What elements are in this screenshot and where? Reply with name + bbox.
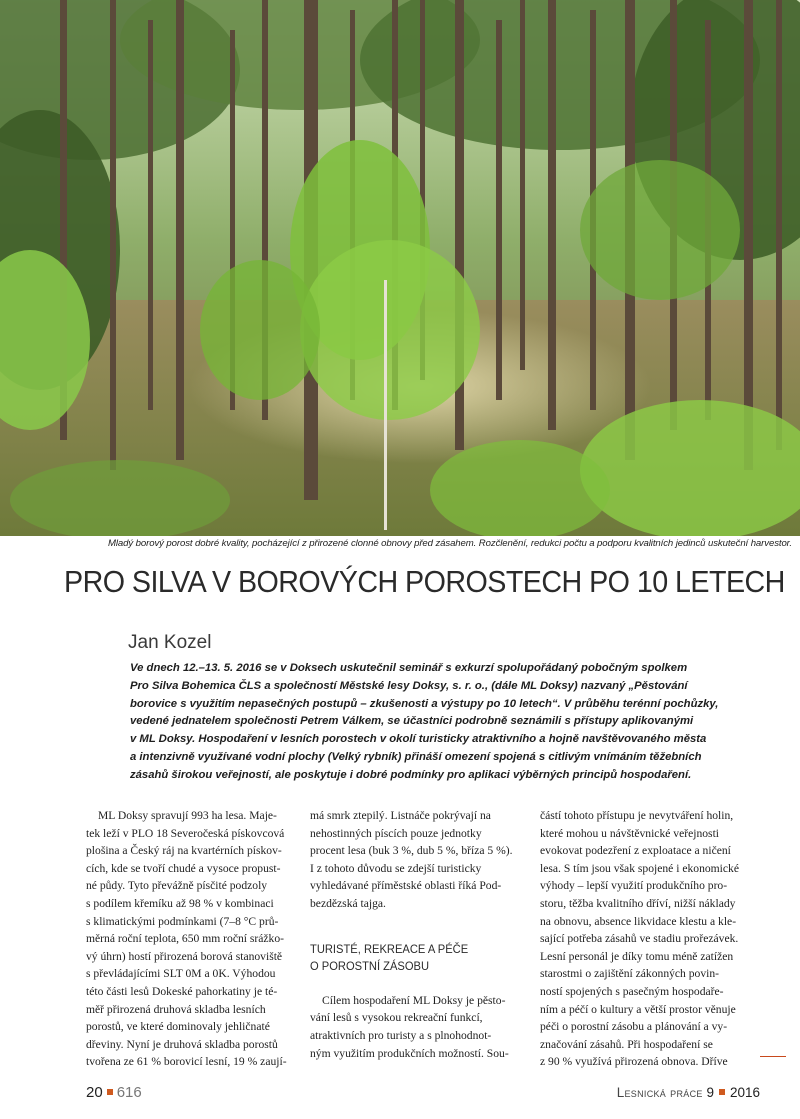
footer-page-number: [86, 1084, 142, 1101]
body-line: Cílem hospodaření ML Doksy je pěsto-: [322, 993, 506, 1007]
issue-year: 2016: [729, 1085, 760, 1100]
body-line: atraktivních pro turisty a s plnohodnot-: [310, 1028, 492, 1042]
body-line: porostů, ve které dominovaly jehličnaté: [86, 1020, 270, 1034]
body-line: vyhledávané příměstské oblasti říká Pod-: [310, 879, 502, 893]
lead-paragraph: [130, 660, 728, 785]
body-line: bezdězská tajga.: [310, 896, 386, 910]
separator-square-icon: [719, 1089, 725, 1095]
lead-line: vedené jednatelem společnosti Petrem Válkem, se účastníci podrobně seznámili s přístupy aplikovanými: [130, 715, 694, 728]
body-line: I z tohoto důvodu se zdejší turisticky: [310, 861, 482, 875]
body-line: tek leží v PLO 18 Severočeská pískovcová: [86, 826, 285, 840]
author-name: Jan Kozel: [128, 632, 212, 653]
heading-line: TURISTÉ, REKREACE A PÉČE: [310, 941, 469, 956]
column-3: [540, 807, 762, 1071]
body-line: evokovat podezření z exploatace a ničení: [540, 844, 731, 858]
issue-number: 9: [706, 1085, 714, 1100]
body-line: plošina a Český ráj na kvartérních pískov-: [86, 844, 282, 858]
body-line: sající potřeba zásahů ve stadiu prořezávek.: [540, 932, 739, 946]
separator-square-icon: [107, 1089, 113, 1095]
body-line: storu, těžba kvalitního dříví, nižší náklady: [540, 896, 736, 910]
body-line: Lesní personál je díky tomu méně zatížen: [540, 949, 734, 963]
body-line: částí tohoto přístupu je nevytváření holin,: [540, 809, 734, 822]
body-line: péči o porostní zásobu a plánování a vy-: [540, 1020, 728, 1034]
body-line: ností spojených s pasečným hospodaře-: [540, 984, 724, 998]
lead-line: borovice s využitím nepasečných postupů – zkušenosti a výstupy po 10 letech“. V průběhu terénní pochůzky,: [130, 697, 719, 710]
body-line: ným využitím produkčních možností. Sou-: [310, 1046, 509, 1060]
body-line: ním a péčí o kultury a větší prostor věnuje: [540, 1002, 736, 1016]
page-number: 20: [86, 1084, 103, 1101]
body-line: dřeviny. Nyní je druhová skladba porostů: [86, 1037, 278, 1051]
body-line: vý úhrn) hostí přirozená borová stanoviště: [86, 949, 283, 963]
lead-line: a intenzivně využívané vodní plochy (Velký rybník) přináší omezení spojená s citlivým vnímáním těžebních: [130, 750, 702, 763]
body-line: výhody – lepší využití produkčního pro-: [540, 879, 728, 893]
section-heading: [310, 941, 518, 976]
body-line: ML Doksy spravují 993 ha lesa. Maje-: [98, 809, 277, 822]
lead-line: v ML Doksy. Hospodaření v lesních porostech v okolí turisticky atraktivního a hojně navštěvovaného města: [130, 733, 707, 746]
body-line: z 90 % využívá přirozená obnova. Dříve: [540, 1055, 728, 1069]
heading-line: O POROSTNÍ ZÁSOBU: [310, 959, 430, 974]
body-line: které mohou u návštěvnické veřejnosti: [540, 826, 720, 840]
body-line: měrná roční teplota, 650 mm roční srážko-: [86, 932, 284, 946]
body-line: této části lesů Dokeské pahorkatiny je té-: [86, 984, 278, 998]
body-line: má smrk ztepilý. Listnáče pokrývají na: [310, 809, 491, 822]
continuation-rule: [760, 1056, 786, 1057]
body-line: značování zásahů. Při hospodaření se: [540, 1037, 713, 1051]
body-line: na obnovu, absence likvidace klestu a kle-: [540, 914, 737, 928]
lead-line: Pro Silva Bohemica ČLS a společností Městské lesy Doksy, s. r. o., (dále ML Doksy) nazvaný „Pěstování: [130, 679, 688, 692]
photo-caption: Mladý borový porost dobré kvality, pocházející z přirozené clonné obnovy před zásahem. Rozčlenění, redukci počtu a podporu kvalitních jedinců uskuteční harvestor.: [108, 538, 792, 549]
body-line: starostmi o zajištění zákonných povin-: [540, 967, 720, 981]
body-line: s klimatickými podmínkami (7–8 °C prů-: [86, 914, 279, 928]
body-line: vání lesů s vysokou rekreační funkcí,: [310, 1011, 483, 1025]
body-line: cích, kde se tvoří chudé a vysoce propust-: [86, 861, 281, 875]
page-number-total: 616: [116, 1084, 142, 1101]
body-line: procent lesa (buk 3 %, dub 5 %, bříza 5 %).: [310, 844, 513, 858]
column-2: [310, 807, 534, 1062]
lead-line: Ve dnech 12.–13. 5. 2016 se v Doksech uskutečnil seminář s exkurzí spolupořádaný pobočným spolkem: [130, 662, 688, 674]
body-line: měř přirozená druhová skladba lesních: [86, 1002, 266, 1016]
body-line: né půdy. Tyto převážně písčité podzoly: [86, 879, 268, 893]
body-line: s převládajícími SLT 0M a 0K. Výhodou: [86, 967, 276, 981]
forest-photo: [0, 0, 800, 536]
column-1: [86, 807, 304, 1071]
body-line: lesa. S tím jsou však spojené i ekonomické: [540, 861, 739, 875]
body-line: nehostinných píscích pouze jednotky: [310, 826, 482, 840]
lead-line: zásahů širokou veřejností, ale poskytuje i dobré podmínky pro aplikaci výběrných principů hospodaření.: [130, 768, 692, 781]
journal-name: Lesnická práce: [616, 1085, 703, 1100]
article-title: PRO SILVA V BOROVÝCH POROSTECH PO 10 LETECH: [64, 564, 785, 599]
body-line: tvořena ze 61 % borovicí lesní, 19 % zaují-: [86, 1055, 287, 1069]
footer-journal: [617, 1085, 760, 1100]
body-line: s podílem křemíku až 98 % v kombinaci: [86, 896, 274, 910]
